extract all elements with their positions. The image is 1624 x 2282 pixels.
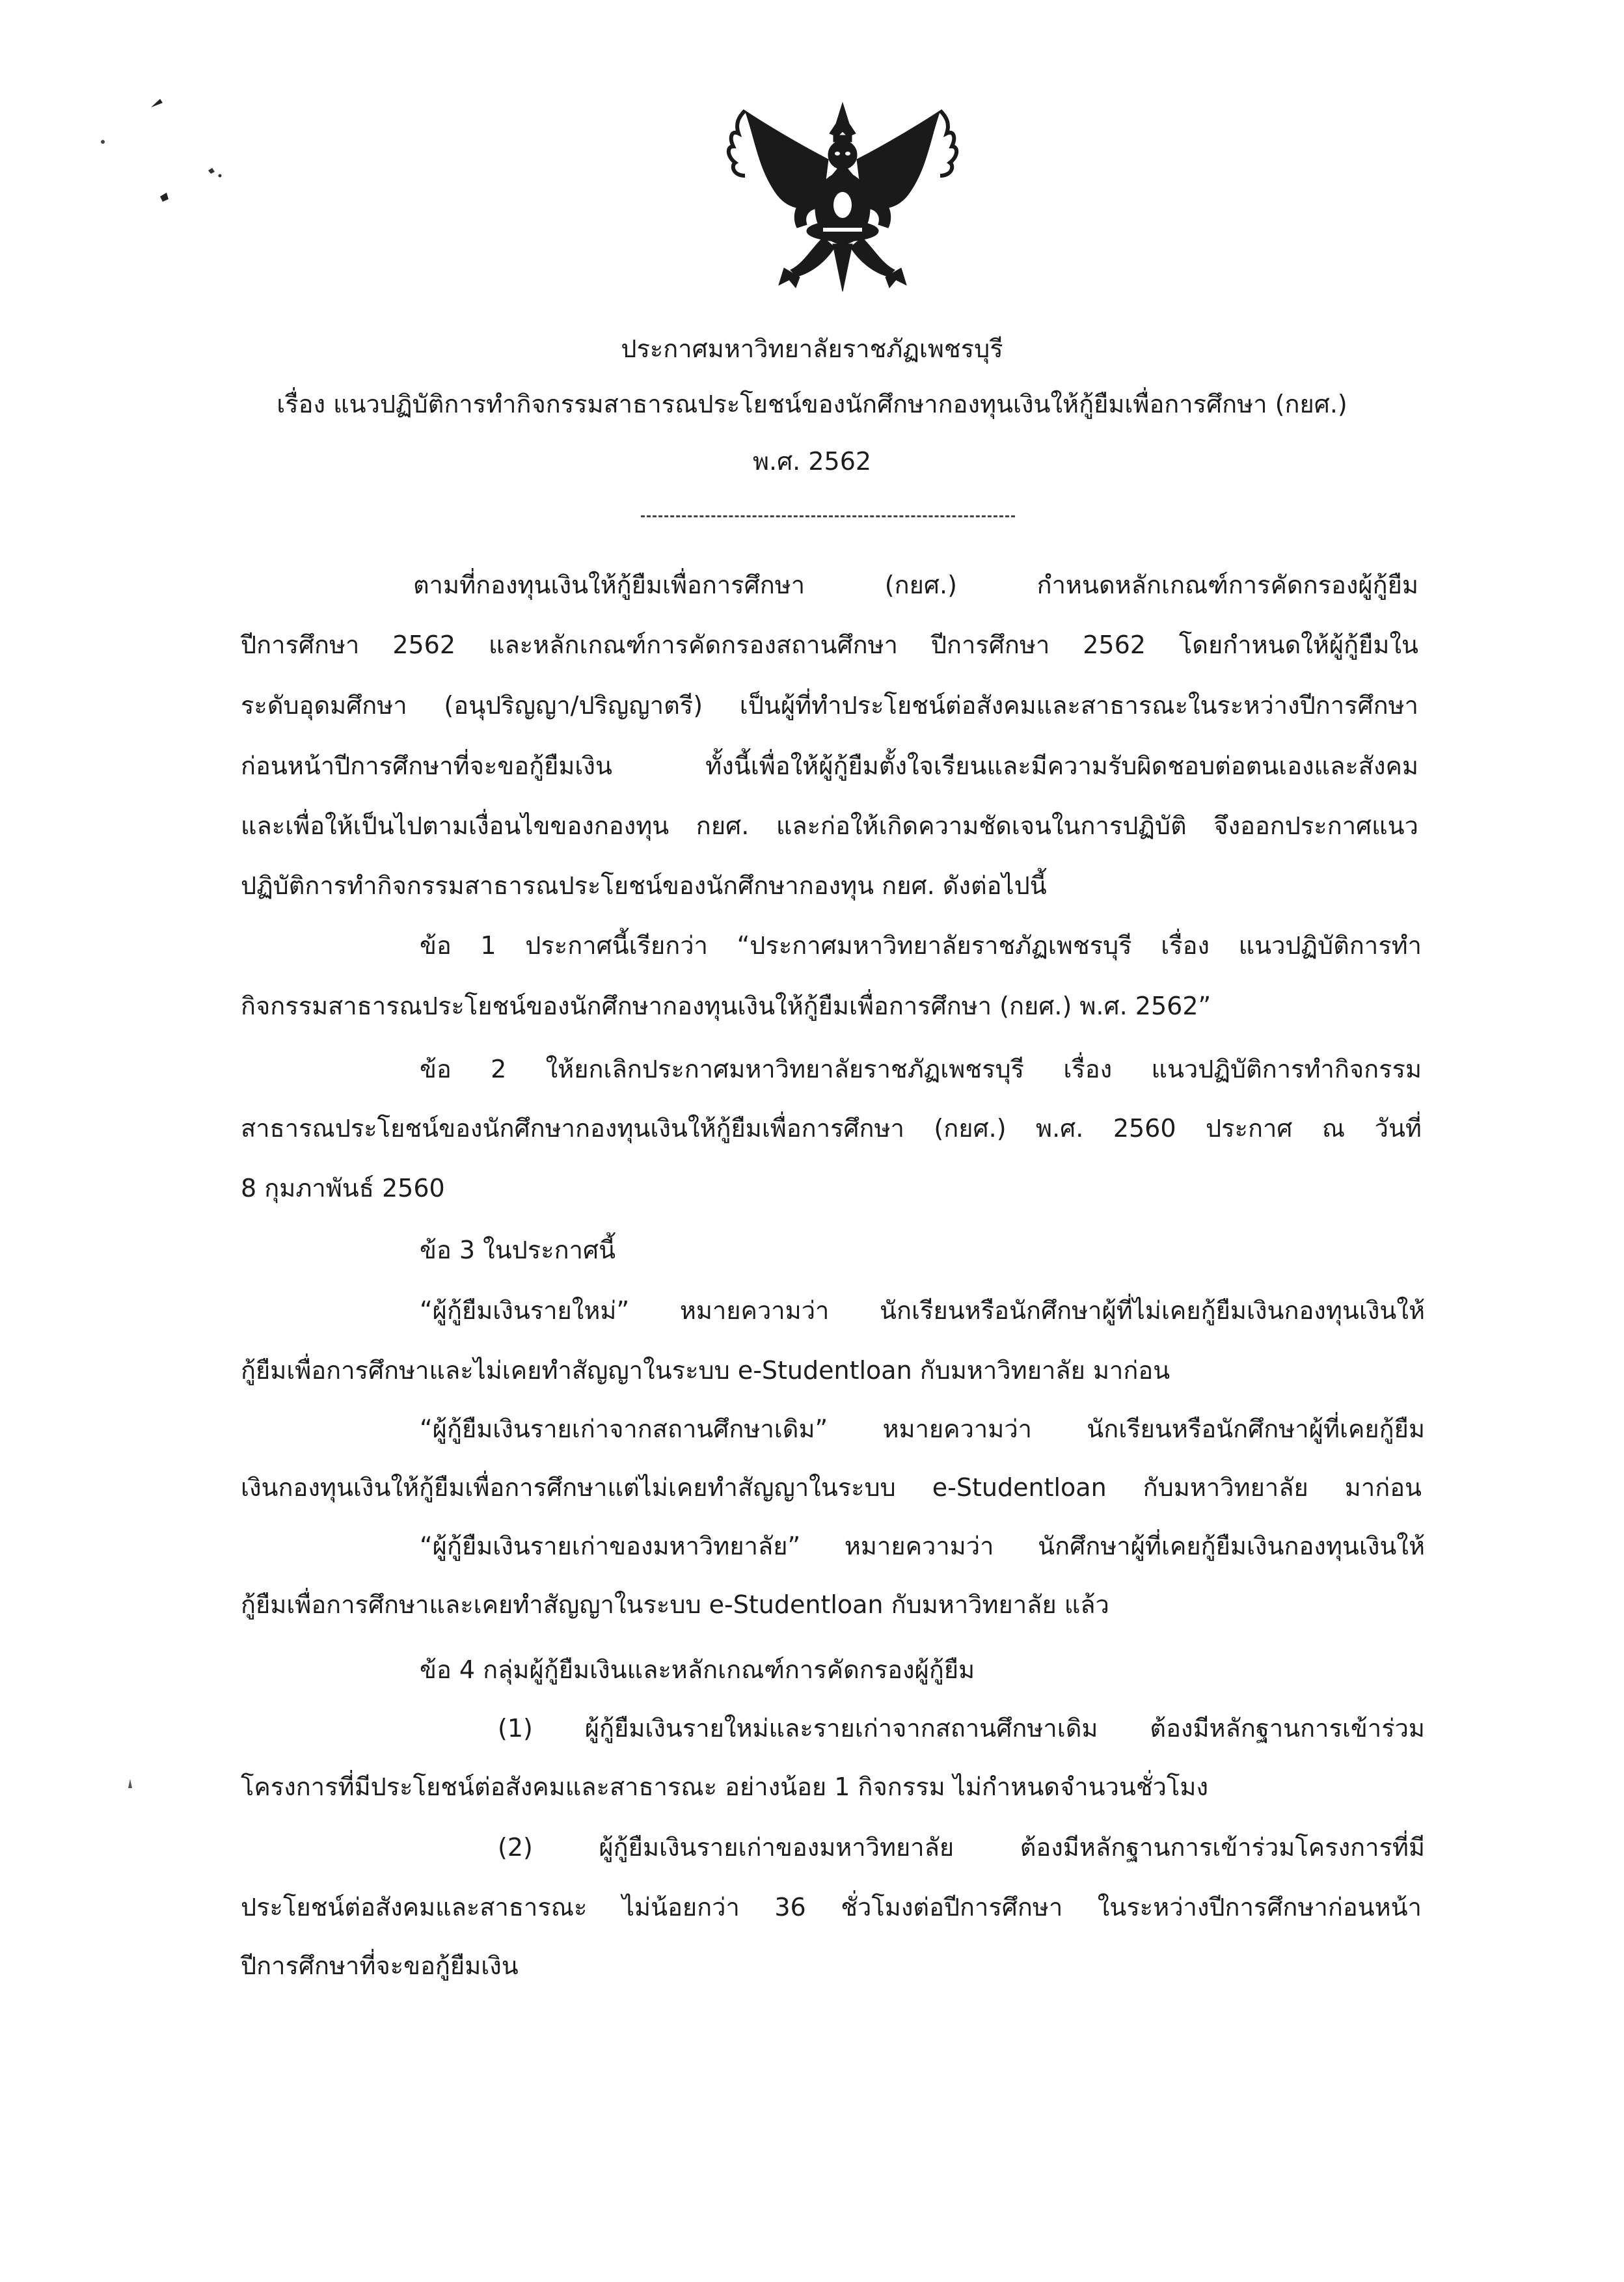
definition-line: “ผู้กู้ยืมเงินรายเก่าของมหาวิทยาลัย” หมายความว่า นักศึกษาผู้ที่เคยกู้ยืมเงินกองทุนเงินให้ [420,1532,1425,1560]
criteria-line: (1) ผู้กู้ยืมเงินรายใหม่และรายเก่าจากสถานศึกษาเดิม ต้องมีหลักฐานการเข้าร่วม [498,1714,1425,1743]
definition-line: “ผู้กู้ยืมเงินรายใหม่” หมายความว่า นักเรียนหรือนักศึกษาผู้ที่ไม่เคยกู้ยืมเงินกองทุนเงินให้ [420,1296,1425,1325]
clause-1-line: กิจกรรมสาธารณประโยชน์ของนักศึกษากองทุนเงินให้กู้ยืมเพื่อการศึกษา (กยศ.) พ.ศ. 2562” [241,992,1211,1020]
announcement-year: พ.ศ. 2562 [752,447,872,476]
announcement-title: ประกาศมหาวิทยาลัยราชภัฏเพชรบุรี [621,334,1003,363]
clause-2-line: ข้อ 2 ให้ยกเลิกประกาศมหาวิทยาลัยราชภัฏเพชรบุรี เรื่อง แนวปฏิบัติการทำกิจกรรม [420,1055,1422,1083]
criteria-line: ประโยชน์ต่อสังคมและสาธารณะ ไม่น้อยกว่า 36 ชั่วโมงต่อปีการศึกษา ในระหว่างปีการศึกษาก่อนหน้า [241,1893,1422,1922]
intro-line: ตามที่กองทุนเงินให้กู้ยืมเพื่อการศึกษา (กยศ.) กำหนดหลักเกณฑ์การคัดกรองผู้กู้ยืม [413,571,1418,599]
definition-line: “ผู้กู้ยืมเงินรายเก่าจากสถานศึกษาเดิม” หมายความว่า นักเรียนหรือนักศึกษาผู้ที่เคยกู้ยืม [420,1415,1425,1443]
clause-2-line: 8 กุมภาพันธ์ 2560 [241,1174,445,1202]
clause-1-line: ข้อ 1 ประกาศนี้เรียกว่า “ประกาศมหาวิทยาลัยราชภัฏเพชรบุรี เรื่อง แนวปฏิบัติการทำ [420,931,1422,960]
criteria-line: ปีการศึกษาที่จะขอกู้ยืมเงิน [241,1951,519,1980]
intro-line: ก่อนหน้าปีการศึกษาที่จะขอกู้ยืมเงิน ทั้งนี้เพื่อให้ผู้กู้ยืมตั้งใจเรียนและมีความรับผิดชอบต่อตนเองและสังคม [241,752,1418,780]
criteria-line: (2) ผู้กู้ยืมเงินรายเก่าของมหาวิทยาลัย ต้องมีหลักฐานการเข้าร่วมโครงการที่มี [498,1833,1425,1862]
clause-2-line: สาธารณประโยชน์ของนักศึกษากองทุนเงินให้กู้ยืมเพื่อการศึกษา (กยศ.) พ.ศ. 2560 ประกาศ ณ วันที่ [241,1114,1422,1143]
definition-line: เงินกองทุนเงินให้กู้ยืมเพื่อการศึกษาแต่ไม่เคยทำสัญญาในระบบ e-Studentloan กับมหาวิทยาลัย มาก่อน [241,1473,1422,1502]
clause-3-heading: ข้อ 3 ในประกาศนี้ [420,1236,616,1264]
intro-line: ปฏิบัติการทำกิจกรรมสาธารณประโยชน์ของนักศึกษากองทุน กยศ. ดังต่อไปนี้ [241,871,1047,900]
clause-4-heading: ข้อ 4 กลุ่มผู้กู้ยืมเงินและหลักเกณฑ์การคัดกรองผู้กู้ยืม [420,1655,975,1684]
definition-line: กู้ยืมเพื่อการศึกษาและเคยทำสัญญาในระบบ e-Studentloan กับมหาวิทยาลัย แล้ว [241,1590,1109,1619]
header-divider [641,515,1015,517]
announcement-subject: เรื่อง แนวปฏิบัติการทำกิจกรรมสาธารณประโยชน์ของนักศึกษากองทุนเงินให้กู้ยืมเพื่อการศึกษา (กยศ.) [277,390,1347,418]
definition-line: กู้ยืมเพื่อการศึกษาและไม่เคยทำสัญญาในระบบ e-Studentloan กับมหาวิทยาลัย มาก่อน [241,1356,1171,1385]
intro-line: ปีการศึกษา 2562 และหลักเกณฑ์การคัดกรองสถานศึกษา ปีการศึกษา 2562 โดยกำหนดให้ผู้กู้ยืมใน [241,631,1418,659]
criteria-line: โครงการที่มีประโยชน์ต่อสังคมและสาธารณะ อย่างน้อย 1 กิจกรรม ไม่กำหนดจำนวนชั่วโมง [241,1773,1209,1801]
garuda-emblem-icon [719,98,966,293]
intro-line: และเพื่อให้เป็นไปตามเงื่อนไขของกองทุน กยศ. และก่อให้เกิดความชัดเจนในการปฏิบัติ จึงออกประกาศแนว [241,811,1418,840]
intro-line: ระดับอุดมศึกษา (อนุปริญญา/ปริญญาตรี) เป็นผู้ที่ทำประโยชน์ต่อสังคมและสาธารณะในระหว่างปีการศึกษา [241,691,1418,720]
